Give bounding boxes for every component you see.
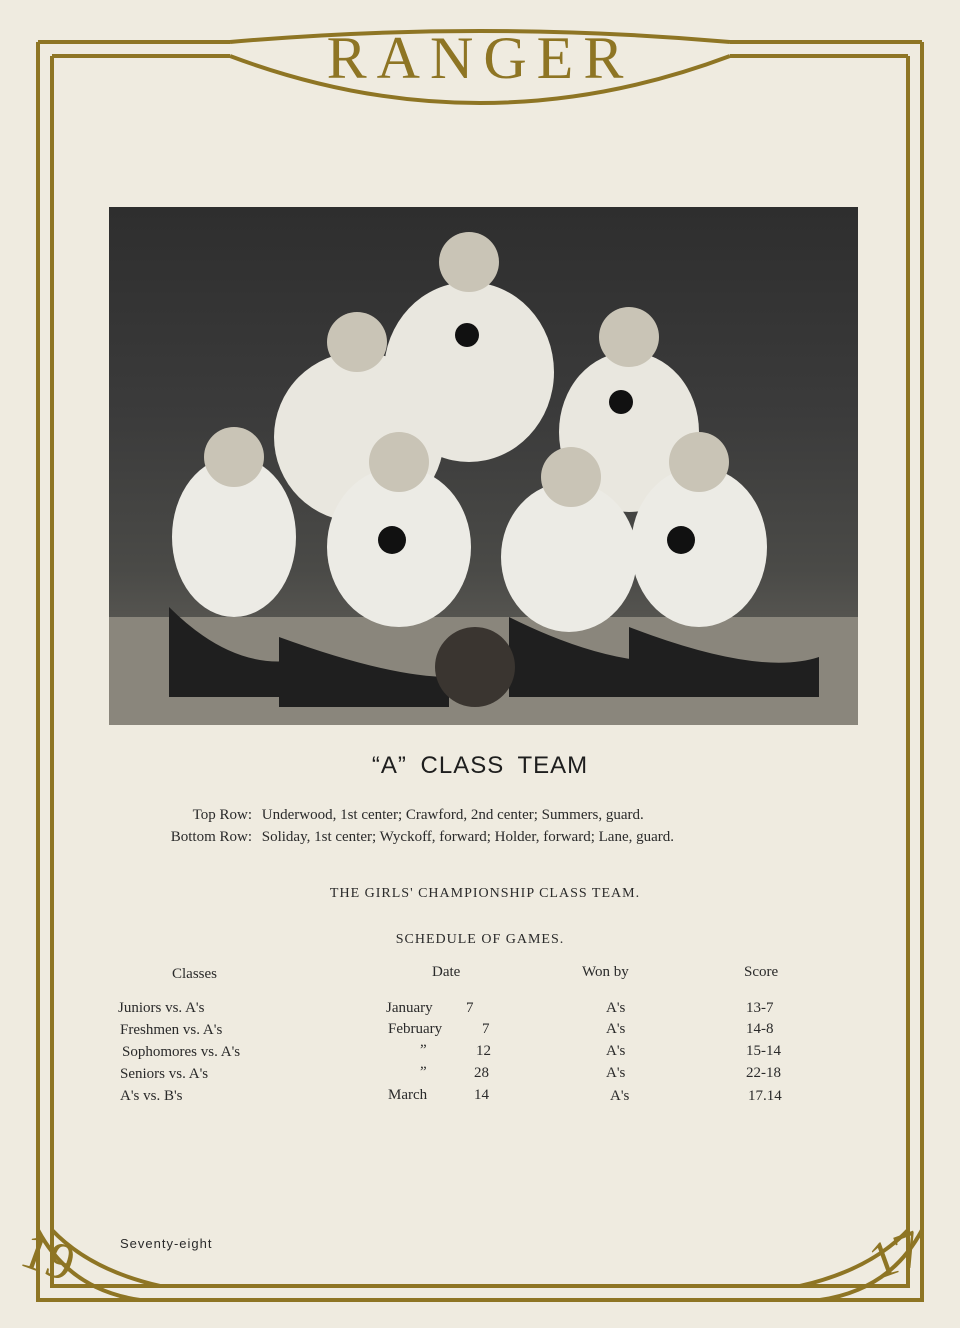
team-title: “A” CLASS TEAM bbox=[371, 752, 589, 779]
cell-month: ” bbox=[420, 1064, 427, 1080]
cell-classes: Sophomores vs. A's bbox=[122, 1044, 241, 1060]
page-number: Seventy-eight bbox=[120, 1236, 213, 1251]
yearbook-title: RANGER bbox=[326, 25, 634, 91]
cell-score: 15-14 bbox=[746, 1043, 781, 1059]
column-header-score: Score bbox=[744, 964, 779, 980]
row-names: Underwood, 1st center; Crawford, 2nd center; Summers, guard. bbox=[261, 807, 644, 823]
cell-score: 17.14 bbox=[748, 1088, 782, 1104]
column-header-classes: Classes bbox=[172, 966, 217, 982]
cell-day: 7 bbox=[482, 1021, 490, 1037]
subtitle: THE GIRLS' CHAMPIONSHIP CLASS TEAM. bbox=[329, 886, 641, 901]
cell-score: 13-7 bbox=[746, 1000, 774, 1016]
cell-day: 28 bbox=[474, 1065, 489, 1081]
year-left-digits: 19 bbox=[13, 1221, 83, 1294]
top-row bbox=[116, 804, 674, 826]
cell-won-by: A's bbox=[606, 1000, 626, 1016]
cell-classes: Seniors vs. A's bbox=[120, 1066, 209, 1082]
cell-month: February bbox=[388, 1021, 443, 1037]
year-right-digits: 17 bbox=[861, 1219, 931, 1292]
column-header-won-by: Won by bbox=[582, 964, 629, 980]
cell-classes: A's vs. B's bbox=[120, 1088, 183, 1104]
cell-won-by: A's bbox=[606, 1065, 626, 1081]
schedule-title: SCHEDULE OF GAMES. bbox=[395, 932, 565, 947]
column-header-date: Date bbox=[432, 964, 461, 980]
team-photo bbox=[109, 207, 858, 725]
cell-month: January bbox=[386, 1000, 433, 1016]
cell-score: 14-8 bbox=[746, 1021, 774, 1037]
cell-won-by: A's bbox=[606, 1043, 626, 1059]
cell-won-by: A's bbox=[610, 1088, 630, 1104]
cell-day: 14 bbox=[474, 1087, 489, 1103]
cell-month: March bbox=[388, 1087, 428, 1103]
cell-month: ” bbox=[420, 1042, 427, 1058]
bottom-row bbox=[116, 826, 674, 848]
cell-classes: Juniors vs. A's bbox=[118, 1000, 205, 1016]
cell-score: 22-18 bbox=[746, 1065, 781, 1081]
cell-won-by: A's bbox=[606, 1021, 626, 1037]
row-names: Soliday, 1st center; Wyckoff, forward; Holder, forward; Lane, guard. bbox=[261, 829, 675, 845]
row-label: Bottom Row: bbox=[170, 829, 252, 845]
cell-classes: Freshmen vs. A's bbox=[120, 1022, 223, 1038]
row-label: Top Row: bbox=[192, 807, 252, 823]
player-rows bbox=[116, 804, 674, 848]
cell-day: 7 bbox=[466, 1000, 474, 1016]
cell-day: 12 bbox=[476, 1043, 491, 1059]
